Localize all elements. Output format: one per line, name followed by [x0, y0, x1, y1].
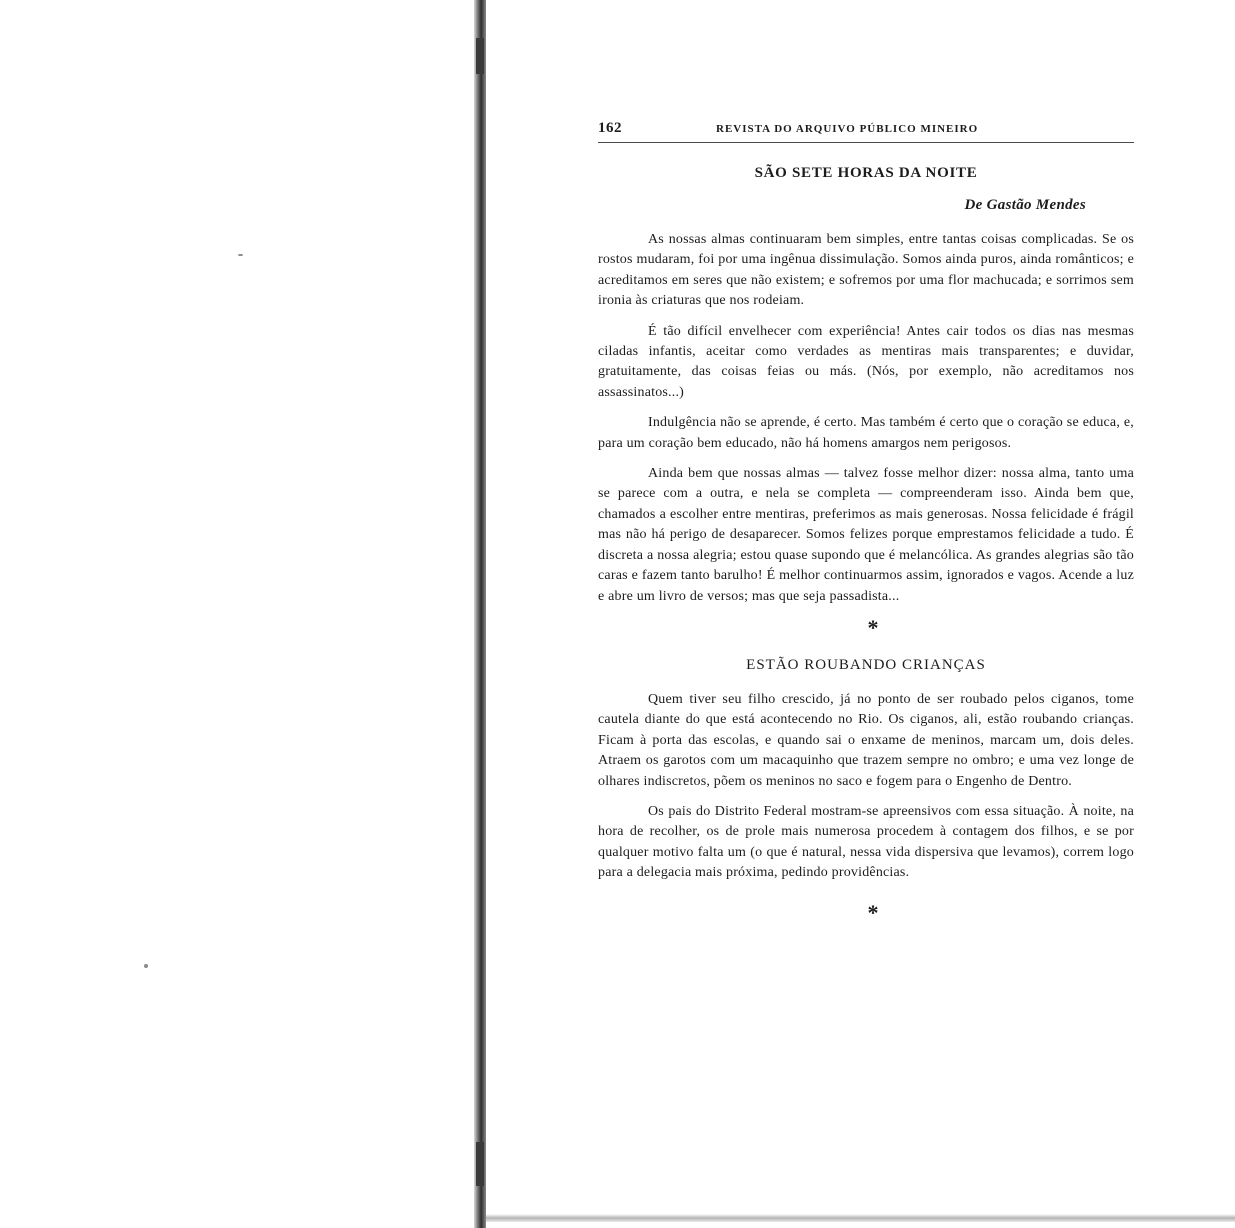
article-sao-sete-horas [598, 165, 1134, 639]
scan-speck [144, 964, 148, 968]
section-separator: * [867, 614, 879, 640]
article-paragraph: Os pais do Distrito Federal mostram-se apreensivos com essa situação. À noite, na hora de recolher, os de prole mais numerosa procedem à contagem dos filhos, e se por qualquer motivo falta um (o que é natural, nessa vida dispersiva que levamos), correm logo para a delegacia mais próxima, pedindo providências. [598, 803, 1134, 881]
page-number: 162 [598, 120, 622, 136]
article-paragraph: Ainda bem que nossas almas — talvez fosse melhor dizer: nossa alma, tanto uma se parece com a outra, e nela se completa — compreenderam isso. Ainda bem que, chamados a escolher entre mentiras, preferimos as mais generosas. Nossa felicidade é frágil mas não há perigo de desaparecer. Somos felizes porque emprestamos felicidade a tudo. É discreta a nossa alegria; estou quase supondo que é melancólica. As grandes alegrias são tão caras e fazem tanto barulho! É melhor continuarmos assim, ignorados e vagos. Acende a luz e abre um livro de versos; mas que seja passadista... [598, 466, 1134, 604]
binding-mark-top [476, 38, 484, 74]
binding-mark-bottom [476, 1142, 484, 1186]
running-header [598, 120, 1134, 143]
article-byline: De Gastão Mendes [964, 197, 1086, 213]
article-estao-roubando-criancas [598, 657, 1134, 924]
article-paragraph: É tão difícil envelhecer com experiência! Antes cair todos os dias nas mesmas ciladas infantis, aceitar como verdades as mentiras mais transparentes; e duvidar, gratuitamente, das coisas feias ou más. (Nós, por exemplo, não acreditamos nos assassinatos...) [598, 323, 1134, 400]
page-bottom-edge [486, 1214, 1235, 1222]
article-title: ESTÃO ROUBANDO CRIANÇAS [746, 656, 986, 673]
book-binding-shadow [474, 0, 486, 1228]
section-separator: * [867, 899, 879, 925]
article-paragraph: Indulgência não se aprende, é certo. Mas também é certo que o coração se educa, e, para um coração bem educado, não há homens amargos nem perigosos. [598, 415, 1134, 451]
article-title: SÃO SETE HORAS DA NOITE [754, 165, 978, 181]
article-paragraph: As nossas almas continuaram bem simples, entre tantas coisas complicadas. Se os rostos mudaram, foi por uma ingênua dissimulação. Somos ainda puros, ainda românticos; e acreditamos em seres que não existem; e sofremos por uma flor machucada; e sorrimos sem ironia às criaturas que nos rodeiam. [598, 232, 1134, 309]
article-paragraph: Quem tiver seu filho crescido, já no ponto de ser roubado pelos ciganos, tome cautela diante do que está acontecendo no Rio. Os ciganos, ali, estão roubando crianças. Ficam à porta das escolas, e quando sai o enxame de meninos, marcam um, dois deles. Atraem os garotos com um macaquinho que trazem sempre no ombro; e uma vez longe de olhares indiscretos, põem os meninos no saco e fogem para o Engenho de Dentro. [598, 691, 1134, 789]
scan-speck [238, 254, 243, 256]
document-page [598, 120, 1134, 924]
journal-title: REVISTA DO ARQUIVO PÚBLICO MINEIRO [716, 123, 979, 135]
